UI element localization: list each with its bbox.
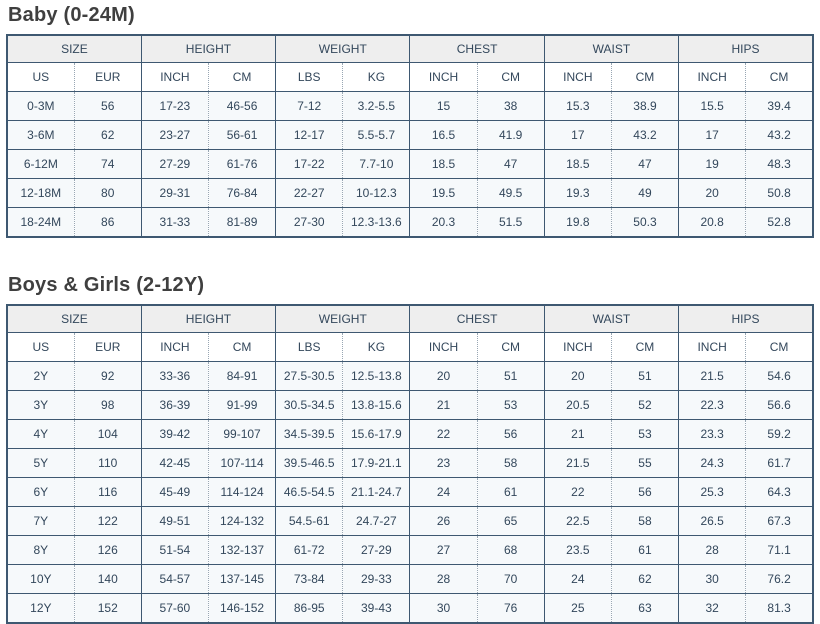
cell-chest-inch: 20.3 bbox=[410, 208, 477, 238]
cell-size-us: 8Y bbox=[7, 536, 74, 565]
unit-header-chest-cm: CM bbox=[477, 333, 544, 362]
cell-waist-cm: 56 bbox=[611, 478, 678, 507]
cell-weight-kg: 27-29 bbox=[343, 536, 410, 565]
cell-weight-lbs: 86-95 bbox=[276, 594, 343, 624]
cell-waist-inch: 24 bbox=[544, 565, 611, 594]
cell-height-inch: 36-39 bbox=[141, 391, 208, 420]
cell-size-eur: 104 bbox=[74, 420, 141, 449]
unit-header-hips-inch: INCH bbox=[679, 63, 746, 92]
cell-size-us: 10Y bbox=[7, 565, 74, 594]
cell-weight-kg: 5.5-5.7 bbox=[343, 121, 410, 150]
cell-weight-lbs: 30.5-34.5 bbox=[276, 391, 343, 420]
cell-height-inch: 31-33 bbox=[141, 208, 208, 238]
cell-chest-inch: 22 bbox=[410, 420, 477, 449]
cell-chest-inch: 20 bbox=[410, 362, 477, 391]
section-baby bbox=[6, 4, 814, 238]
unit-header-size-us: US bbox=[7, 333, 74, 362]
cell-size-eur: 56 bbox=[74, 92, 141, 121]
cell-waist-cm: 58 bbox=[611, 507, 678, 536]
cell-waist-inch: 22.5 bbox=[544, 507, 611, 536]
cell-hips-inch: 25.3 bbox=[679, 478, 746, 507]
cell-size-us: 18-24M bbox=[7, 208, 74, 238]
unit-header-weight-kg: KG bbox=[343, 333, 410, 362]
size-row-10y bbox=[7, 565, 813, 594]
size-row-0-3m bbox=[7, 92, 813, 121]
cell-chest-cm: 61 bbox=[477, 478, 544, 507]
cell-height-inch: 23-27 bbox=[141, 121, 208, 150]
size-row-7y bbox=[7, 507, 813, 536]
cell-weight-lbs: 34.5-39.5 bbox=[276, 420, 343, 449]
cell-waist-inch: 21 bbox=[544, 420, 611, 449]
size-table-baby bbox=[6, 34, 814, 238]
cell-weight-lbs: 27-30 bbox=[276, 208, 343, 238]
cell-weight-kg: 10-12.3 bbox=[343, 179, 410, 208]
cell-weight-lbs: 39.5-46.5 bbox=[276, 449, 343, 478]
unit-header-waist-inch: INCH bbox=[544, 333, 611, 362]
cell-size-us: 6-12M bbox=[7, 150, 74, 179]
cell-size-us: 7Y bbox=[7, 507, 74, 536]
cell-hips-cm: 67.3 bbox=[746, 507, 813, 536]
cell-size-us: 3-6M bbox=[7, 121, 74, 150]
cell-height-cm: 114-124 bbox=[208, 478, 275, 507]
size-table-boys-girls bbox=[6, 304, 814, 624]
cell-height-inch: 54-57 bbox=[141, 565, 208, 594]
cell-weight-kg: 29-33 bbox=[343, 565, 410, 594]
cell-height-inch: 57-60 bbox=[141, 594, 208, 624]
cell-hips-inch: 32 bbox=[679, 594, 746, 624]
column-group-chest: CHEST bbox=[410, 305, 544, 333]
cell-weight-lbs: 61-72 bbox=[276, 536, 343, 565]
cell-size-eur: 80 bbox=[74, 179, 141, 208]
cell-weight-kg: 15.6-17.9 bbox=[343, 420, 410, 449]
cell-hips-inch: 28 bbox=[679, 536, 746, 565]
cell-size-us: 3Y bbox=[7, 391, 74, 420]
cell-waist-inch: 23.5 bbox=[544, 536, 611, 565]
cell-waist-cm: 51 bbox=[611, 362, 678, 391]
cell-chest-cm: 58 bbox=[477, 449, 544, 478]
cell-chest-inch: 30 bbox=[410, 594, 477, 624]
column-group-weight: WEIGHT bbox=[276, 35, 410, 63]
cell-hips-cm: 59.2 bbox=[746, 420, 813, 449]
cell-height-cm: 56-61 bbox=[208, 121, 275, 150]
cell-height-cm: 99-107 bbox=[208, 420, 275, 449]
column-group-weight: WEIGHT bbox=[276, 305, 410, 333]
cell-weight-kg: 12.3-13.6 bbox=[343, 208, 410, 238]
cell-chest-cm: 49.5 bbox=[477, 179, 544, 208]
cell-weight-kg: 21.1-24.7 bbox=[343, 478, 410, 507]
unit-header-size-us: US bbox=[7, 63, 74, 92]
unit-header-hips-cm: CM bbox=[746, 63, 813, 92]
cell-size-us: 6Y bbox=[7, 478, 74, 507]
cell-weight-lbs: 73-84 bbox=[276, 565, 343, 594]
cell-height-inch: 51-54 bbox=[141, 536, 208, 565]
cell-hips-inch: 30 bbox=[679, 565, 746, 594]
cell-hips-cm: 48.3 bbox=[746, 150, 813, 179]
cell-waist-inch: 19.8 bbox=[544, 208, 611, 238]
cell-waist-inch: 18.5 bbox=[544, 150, 611, 179]
cell-waist-cm: 47 bbox=[611, 150, 678, 179]
cell-size-us: 12Y bbox=[7, 594, 74, 624]
cell-size-eur: 116 bbox=[74, 478, 141, 507]
size-row-6-12m bbox=[7, 150, 813, 179]
cell-chest-inch: 24 bbox=[410, 478, 477, 507]
cell-weight-lbs: 22-27 bbox=[276, 179, 343, 208]
cell-waist-inch: 17 bbox=[544, 121, 611, 150]
column-group-size: SIZE bbox=[7, 35, 141, 63]
cell-waist-inch: 15.3 bbox=[544, 92, 611, 121]
cell-height-cm: 91-99 bbox=[208, 391, 275, 420]
cell-chest-cm: 70 bbox=[477, 565, 544, 594]
unit-header-height-cm: CM bbox=[208, 333, 275, 362]
table-body bbox=[7, 362, 813, 624]
cell-chest-cm: 41.9 bbox=[477, 121, 544, 150]
cell-hips-cm: 39.4 bbox=[746, 92, 813, 121]
table-body bbox=[7, 92, 813, 238]
cell-chest-inch: 23 bbox=[410, 449, 477, 478]
column-group-row bbox=[7, 35, 813, 63]
cell-height-inch: 33-36 bbox=[141, 362, 208, 391]
section-title-boys-girls: Boys & Girls (2-12Y) bbox=[8, 274, 205, 296]
cell-weight-lbs: 54.5-61 bbox=[276, 507, 343, 536]
column-group-height: HEIGHT bbox=[141, 305, 275, 333]
cell-height-inch: 27-29 bbox=[141, 150, 208, 179]
cell-chest-cm: 38 bbox=[477, 92, 544, 121]
cell-size-eur: 74 bbox=[74, 150, 141, 179]
size-row-2y bbox=[7, 362, 813, 391]
cell-weight-lbs: 27.5-30.5 bbox=[276, 362, 343, 391]
unit-header-weight-lbs: LBS bbox=[276, 63, 343, 92]
cell-hips-cm: 50.8 bbox=[746, 179, 813, 208]
cell-hips-inch: 15.5 bbox=[679, 92, 746, 121]
cell-hips-cm: 64.3 bbox=[746, 478, 813, 507]
cell-hips-inch: 23.3 bbox=[679, 420, 746, 449]
cell-chest-cm: 51.5 bbox=[477, 208, 544, 238]
cell-waist-cm: 62 bbox=[611, 565, 678, 594]
cell-weight-kg: 13.8-15.6 bbox=[343, 391, 410, 420]
cell-chest-inch: 18.5 bbox=[410, 150, 477, 179]
cell-hips-inch: 20 bbox=[679, 179, 746, 208]
cell-chest-inch: 16.5 bbox=[410, 121, 477, 150]
cell-waist-inch: 20.5 bbox=[544, 391, 611, 420]
unit-header-size-eur: EUR bbox=[74, 63, 141, 92]
cell-hips-cm: 71.1 bbox=[746, 536, 813, 565]
cell-height-cm: 84-91 bbox=[208, 362, 275, 391]
cell-waist-cm: 49 bbox=[611, 179, 678, 208]
cell-size-eur: 140 bbox=[74, 565, 141, 594]
cell-weight-kg: 12.5-13.8 bbox=[343, 362, 410, 391]
cell-weight-kg: 17.9-21.1 bbox=[343, 449, 410, 478]
section-boys-girls bbox=[6, 274, 814, 624]
column-group-height: HEIGHT bbox=[141, 35, 275, 63]
cell-hips-inch: 26.5 bbox=[679, 507, 746, 536]
cell-waist-inch: 21.5 bbox=[544, 449, 611, 478]
cell-chest-cm: 53 bbox=[477, 391, 544, 420]
column-group-row bbox=[7, 305, 813, 333]
column-group-hips: HIPS bbox=[679, 35, 813, 63]
cell-weight-lbs: 7-12 bbox=[276, 92, 343, 121]
cell-hips-inch: 20.8 bbox=[679, 208, 746, 238]
cell-waist-cm: 61 bbox=[611, 536, 678, 565]
units-header-row bbox=[7, 63, 813, 92]
cell-chest-cm: 68 bbox=[477, 536, 544, 565]
cell-size-eur: 152 bbox=[74, 594, 141, 624]
cell-hips-inch: 21.5 bbox=[679, 362, 746, 391]
size-row-12y bbox=[7, 594, 813, 624]
cell-waist-cm: 55 bbox=[611, 449, 678, 478]
cell-height-cm: 61-76 bbox=[208, 150, 275, 179]
cell-waist-inch: 19.3 bbox=[544, 179, 611, 208]
cell-chest-cm: 76 bbox=[477, 594, 544, 624]
cell-hips-cm: 52.8 bbox=[746, 208, 813, 238]
size-row-4y bbox=[7, 420, 813, 449]
cell-chest-inch: 28 bbox=[410, 565, 477, 594]
cell-height-inch: 17-23 bbox=[141, 92, 208, 121]
cell-waist-cm: 50.3 bbox=[611, 208, 678, 238]
unit-header-waist-inch: INCH bbox=[544, 63, 611, 92]
cell-hips-cm: 61.7 bbox=[746, 449, 813, 478]
section-title-baby: Baby (0-24M) bbox=[8, 4, 135, 26]
cell-size-eur: 62 bbox=[74, 121, 141, 150]
cell-height-cm: 137-145 bbox=[208, 565, 275, 594]
unit-header-chest-inch: INCH bbox=[410, 63, 477, 92]
cell-height-cm: 132-137 bbox=[208, 536, 275, 565]
cell-size-eur: 98 bbox=[74, 391, 141, 420]
cell-chest-cm: 65 bbox=[477, 507, 544, 536]
unit-header-size-eur: EUR bbox=[74, 333, 141, 362]
unit-header-weight-kg: KG bbox=[343, 63, 410, 92]
cell-size-eur: 110 bbox=[74, 449, 141, 478]
column-group-size: SIZE bbox=[7, 305, 141, 333]
size-row-3y bbox=[7, 391, 813, 420]
cell-size-us: 2Y bbox=[7, 362, 74, 391]
unit-header-weight-lbs: LBS bbox=[276, 333, 343, 362]
cell-size-us: 4Y bbox=[7, 420, 74, 449]
cell-hips-cm: 56.6 bbox=[746, 391, 813, 420]
unit-header-chest-inch: INCH bbox=[410, 333, 477, 362]
cell-chest-inch: 15 bbox=[410, 92, 477, 121]
cell-height-cm: 46-56 bbox=[208, 92, 275, 121]
cell-waist-inch: 20 bbox=[544, 362, 611, 391]
size-row-6y bbox=[7, 478, 813, 507]
cell-waist-cm: 43.2 bbox=[611, 121, 678, 150]
cell-chest-inch: 27 bbox=[410, 536, 477, 565]
unit-header-waist-cm: CM bbox=[611, 63, 678, 92]
cell-chest-inch: 19.5 bbox=[410, 179, 477, 208]
cell-weight-kg: 7.7-10 bbox=[343, 150, 410, 179]
size-row-8y bbox=[7, 536, 813, 565]
cell-size-us: 0-3M bbox=[7, 92, 74, 121]
cell-size-eur: 92 bbox=[74, 362, 141, 391]
size-row-12-18m bbox=[7, 179, 813, 208]
cell-height-cm: 81-89 bbox=[208, 208, 275, 238]
cell-waist-cm: 52 bbox=[611, 391, 678, 420]
size-row-5y bbox=[7, 449, 813, 478]
cell-hips-cm: 76.2 bbox=[746, 565, 813, 594]
unit-header-height-inch: INCH bbox=[141, 63, 208, 92]
cell-size-us: 12-18M bbox=[7, 179, 74, 208]
cell-waist-cm: 53 bbox=[611, 420, 678, 449]
size-row-3-6m bbox=[7, 121, 813, 150]
cell-waist-inch: 22 bbox=[544, 478, 611, 507]
cell-height-cm: 146-152 bbox=[208, 594, 275, 624]
column-group-hips: HIPS bbox=[679, 305, 813, 333]
cell-size-eur: 122 bbox=[74, 507, 141, 536]
cell-height-inch: 39-42 bbox=[141, 420, 208, 449]
cell-hips-cm: 43.2 bbox=[746, 121, 813, 150]
cell-height-inch: 45-49 bbox=[141, 478, 208, 507]
column-group-waist: WAIST bbox=[544, 35, 678, 63]
cell-weight-lbs: 17-22 bbox=[276, 150, 343, 179]
unit-header-chest-cm: CM bbox=[477, 63, 544, 92]
cell-chest-inch: 21 bbox=[410, 391, 477, 420]
unit-header-height-inch: INCH bbox=[141, 333, 208, 362]
cell-height-inch: 42-45 bbox=[141, 449, 208, 478]
unit-header-height-cm: CM bbox=[208, 63, 275, 92]
unit-header-waist-cm: CM bbox=[611, 333, 678, 362]
cell-waist-inch: 25 bbox=[544, 594, 611, 624]
units-header-row bbox=[7, 333, 813, 362]
cell-size-eur: 86 bbox=[74, 208, 141, 238]
cell-weight-kg: 24.7-27 bbox=[343, 507, 410, 536]
cell-waist-cm: 38.9 bbox=[611, 92, 678, 121]
table-header bbox=[7, 35, 813, 92]
cell-height-cm: 107-114 bbox=[208, 449, 275, 478]
cell-chest-cm: 56 bbox=[477, 420, 544, 449]
cell-chest-cm: 51 bbox=[477, 362, 544, 391]
cell-weight-kg: 39-43 bbox=[343, 594, 410, 624]
cell-hips-inch: 17 bbox=[679, 121, 746, 150]
cell-hips-cm: 81.3 bbox=[746, 594, 813, 624]
cell-waist-cm: 63 bbox=[611, 594, 678, 624]
cell-weight-kg: 3.2-5.5 bbox=[343, 92, 410, 121]
cell-height-cm: 76-84 bbox=[208, 179, 275, 208]
size-row-18-24m bbox=[7, 208, 813, 238]
cell-chest-cm: 47 bbox=[477, 150, 544, 179]
cell-size-eur: 126 bbox=[74, 536, 141, 565]
cell-hips-inch: 24.3 bbox=[679, 449, 746, 478]
cell-height-inch: 49-51 bbox=[141, 507, 208, 536]
unit-header-hips-inch: INCH bbox=[679, 333, 746, 362]
cell-size-us: 5Y bbox=[7, 449, 74, 478]
table-header bbox=[7, 305, 813, 362]
cell-height-cm: 124-132 bbox=[208, 507, 275, 536]
cell-weight-lbs: 46.5-54.5 bbox=[276, 478, 343, 507]
unit-header-hips-cm: CM bbox=[746, 333, 813, 362]
cell-hips-inch: 19 bbox=[679, 150, 746, 179]
column-group-chest: CHEST bbox=[410, 35, 544, 63]
cell-height-inch: 29-31 bbox=[141, 179, 208, 208]
cell-chest-inch: 26 bbox=[410, 507, 477, 536]
cell-weight-lbs: 12-17 bbox=[276, 121, 343, 150]
cell-hips-cm: 54.6 bbox=[746, 362, 813, 391]
cell-hips-inch: 22.3 bbox=[679, 391, 746, 420]
column-group-waist: WAIST bbox=[544, 305, 678, 333]
